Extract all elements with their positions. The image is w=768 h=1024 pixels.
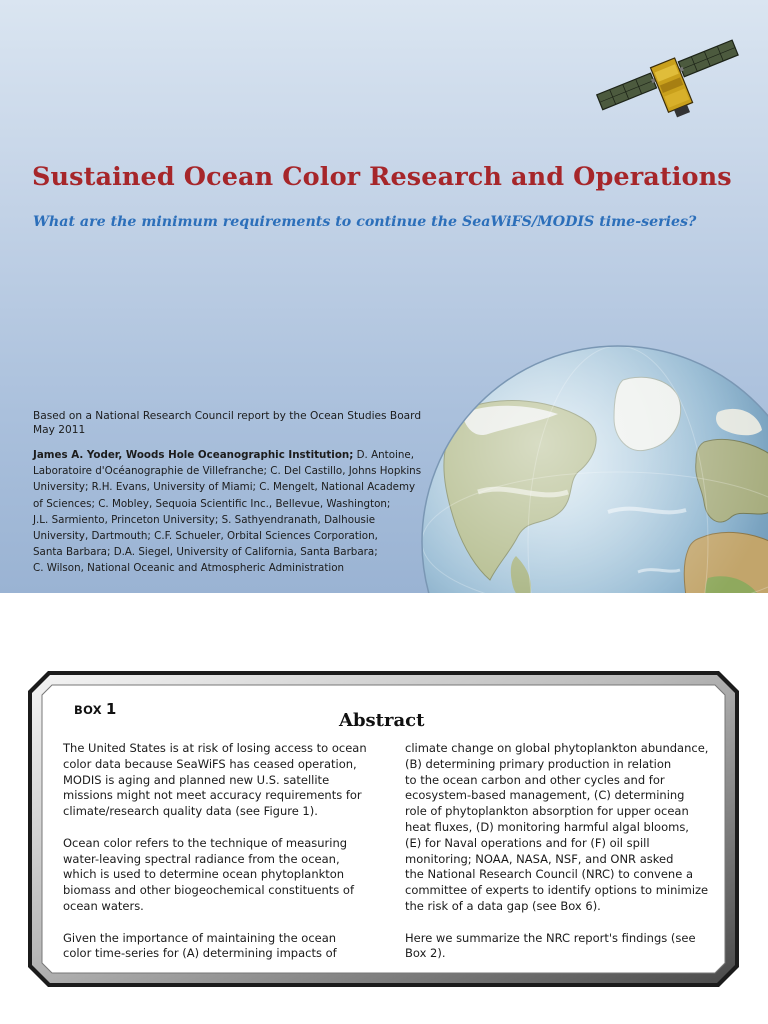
abstract-right-column: [405, 741, 725, 962]
author-list: [33, 447, 453, 577]
author-line: C. Wilson, National Oceanic and Atmospheric Administration: [33, 562, 345, 575]
author-line: University; R.H. Evans, University of Miami; C. Mengelt, National Academy: [33, 481, 416, 494]
paragraph: Here we summarize the NRC report's findings (see Box 2).: [405, 930, 696, 961]
report-title: Sustained Ocean Color Research and Operations: [32, 162, 732, 192]
author-line: James A. Yoder, Woods Hole Oceanographic Institution; D. Antoine,: [33, 449, 415, 461]
box-number: 1: [105, 700, 117, 718]
earth-globe-icon: [418, 342, 768, 593]
report-date: May 2011: [33, 423, 86, 436]
author-line: Santa Barbara; D.A. Siegel, University of California, Santa Barbara;: [33, 546, 378, 559]
source-note: Based on a National Research Council report by the Ocean Studies Board: [33, 410, 422, 422]
lead-author: James A. Yoder, Woods Hole Oceanographic Institution;: [33, 449, 354, 461]
box-label-word: BOX: [74, 703, 102, 717]
satellite-icon: [588, 24, 748, 134]
report-source: [33, 410, 453, 437]
paragraph: Given the importance of maintaining the ocean color time-series for (A) determining impacts of: [63, 930, 337, 961]
author-line: of Sciences; C. Mobley, Sequoia Scientific Inc., Bellevue, Washington;: [33, 497, 391, 510]
abstract-heading: Abstract: [339, 710, 425, 731]
author-line: J.L. Sarmiento, Princeton University; S. Sathyendranath, Dalhousie: [33, 513, 376, 526]
paragraph: climate change on global phytoplankton abundance, (B) determining primary production in relation to the ocean carbon and other cycles and for ecosystem-based management, (C) determining role of phytoplankton absorption for upper ocean heat fluxes, (D) monitoring harmful algal blooms, (E) for Naval operations and for (F) oil spill monitoring; NOAA, NASA, NSF, and ONR asked the National Research Council (NRC) to convene a committee of experts to identify options to minimize the risk of a data gap (see Box 6).: [405, 741, 709, 913]
abstract-left-column: [63, 741, 383, 962]
author-line: Laboratoire d'Océanographie de Villefranche; C. Del Castillo, Johns Hopkins: [33, 465, 422, 478]
author-line: University, Dartmouth; C.F. Schueler, Orbital Sciences Corporation,: [33, 530, 378, 543]
report-subtitle: What are the minimum requirements to continue the SeaWiFS/MODIS time-series?: [33, 214, 697, 230]
box-label: [74, 699, 116, 718]
paragraph: Ocean color refers to the technique of measuring water-leaving spectral radiance from the ocean, which is used to determine ocean phytoplankton biomass and other biogeochemical constituents of ocean waters.: [63, 835, 354, 913]
paragraph: The United States is at risk of losing access to ocean color data because SeaWiFS has ceased operation, MODIS is aging and planned new U.S. satellite missions might not meet accuracy requirements for climate/research quality data (see Figure 1).: [63, 741, 367, 819]
